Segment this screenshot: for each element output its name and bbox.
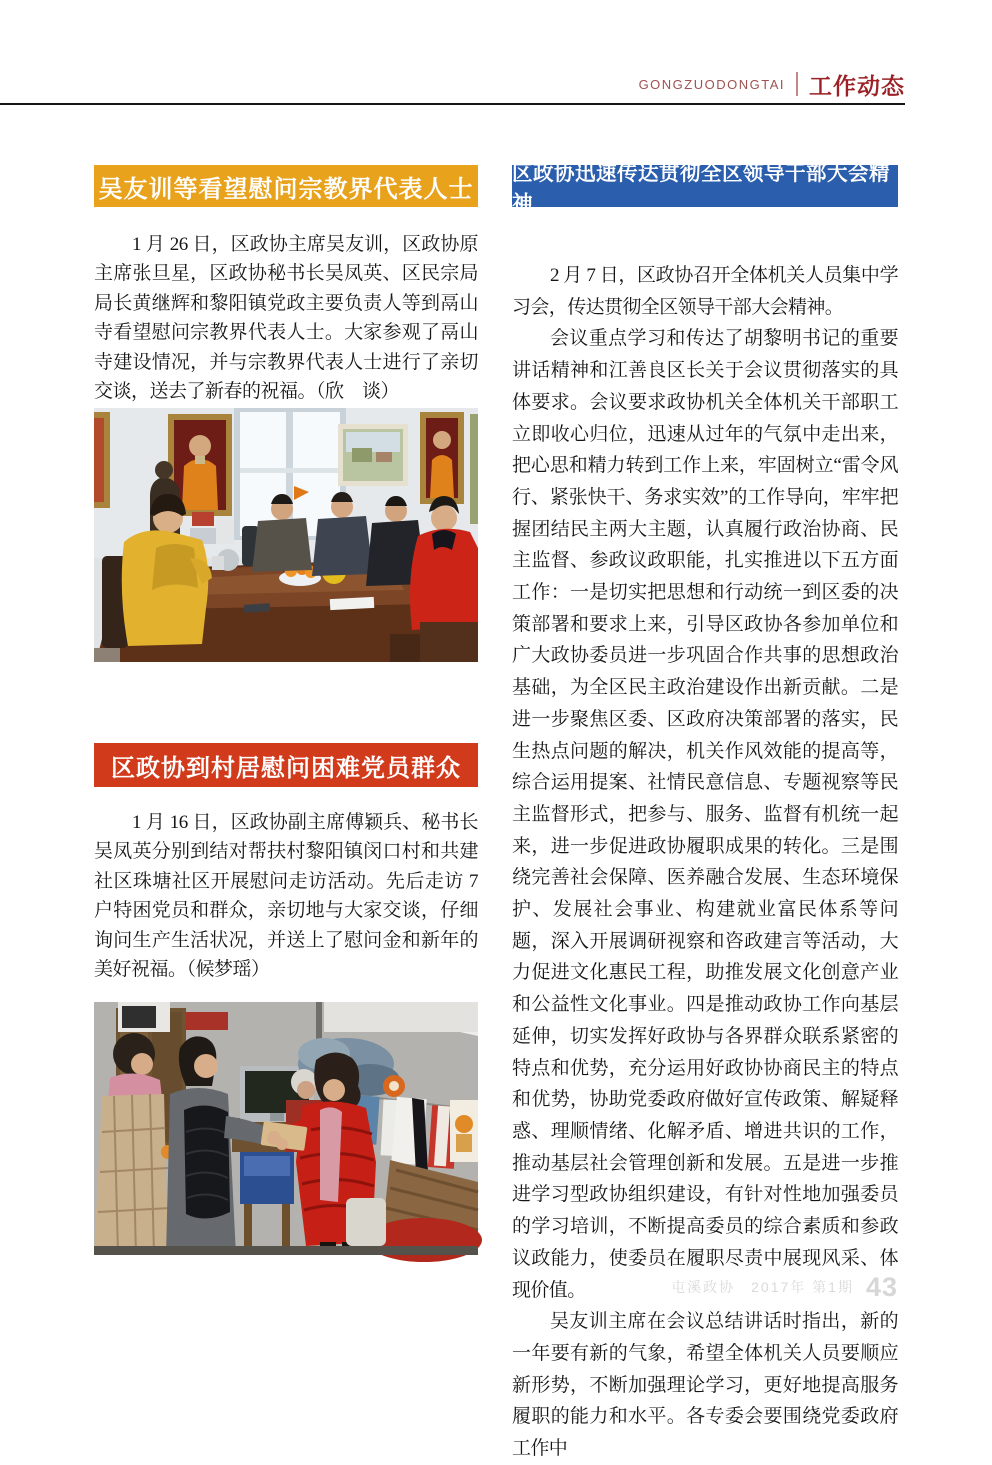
village-visit-illustration: [94, 1002, 478, 1255]
article-body-cadre-meeting: [512, 260, 898, 1460]
article-body-village-visit: 1 月 16 日，区政协副主席傅颖兵、秘书长吴凤英分别到结对帮扶村黎阳镇闵口村和共建社区珠塘社区开展慰问走访活动。先后走访 7 户特困党员和群众，亲切地与大家交谈，仔细询问生产生活状况，并送上了慰问金和新年的美好祝福。（候梦瑶）: [94, 812, 478, 981]
temple-visit-photo: [94, 408, 478, 662]
cadre-meeting-paragraph-1: 2 月 7 日，区政协召开全体机关人员集中学习会，传达贯彻全区领导干部大会精神。: [512, 265, 898, 318]
village-visit-photo: [94, 1002, 478, 1255]
page-number: 43: [865, 1271, 898, 1302]
cadre-meeting-paragraph-2: 会议重点学习和传达了胡黎明书记的重要讲话精神和江善良区长关于会议贯彻落实的具体要求。会议要求政协机关全体机关干部职工立即收心归位，迅速从过年的气氛中走出来，把心思和精力转到工作上来，牢固树立“雷令风行、紧张快干、务求实效”的工作导向，牢牢把握团结民主两大主题，认真履行政治协商、民主监督、参政议政职能，扎实推进以下五方面工作：一是切实把思想和行动统一到区委的决策部署和要求上来，引导区政协各参加单位和广大政协委员进一步巩固合作共事的思想政治基础，为全区民主政治建设作出新贡献。二是进一步聚焦区委、区政府决策部署的落实，民生热点问题的解决，机关作风效能的提高等，综合运用提案、社情民意信息、专题视察等民主监督形式，把参与、服务、监督有机统一起来，进一步促进政协履职成果的转化。三是围绕完善社会保障、医养融合发展、生态环境保护、发展社会事业、构建就业富民体系等问题，深入开展调研视察和咨政建言等活动，大力促进文化惠民工程，助推发展文化创意产业和公益性文化事业。四是推动政协工作向基层延伸，切实发挥好政协与各界群众联系紧密的特点和优势，充分运用好政协协商民主的特点和优势，协助党委政府做好宣传政策、解疑释惑、理顺情绪、化解矛盾、增进共识的工作，推动基层社会管理创新和发展。五是进一步推进学习型政协组织建设，有针对性地加强委员的学习培训，不断提高委员的综合素质和参政议政能力，使委员在履职尽责中展现风采、体现价值。: [512, 328, 898, 1301]
cadre-meeting-paragraph-3: 吴友训主席在会议总结讲话时指出，新的一年要有新的气象，希望全体机关人员要顺应新形势，不断加强理论学习，更好地提高服务履职的能力和水平。各专委会要围绕党委政府工作中: [512, 1311, 898, 1460]
page-footer: [671, 1270, 898, 1304]
article-title-cadre-meeting: 区政协迅速传达贯彻全区领导干部大会精神: [512, 165, 898, 207]
journal-issue-label: 屯溪政协 2017年 第1期: [671, 1279, 854, 1295]
article-title-temple-visit: 吴友训等看望慰问宗教界代表人士: [94, 165, 478, 207]
article-title-village-visit: 区政协到村居慰问困难党员群众: [94, 743, 478, 787]
header-divider: [796, 72, 798, 96]
section-header: [0, 66, 905, 102]
section-title: 工作动态: [809, 72, 905, 99]
temple-visit-illustration: [94, 408, 478, 662]
header-rule: [0, 103, 905, 105]
section-kicker-latin: GONGZUODONGTAI: [638, 76, 785, 92]
article-body-temple-visit: 1 月 26 日，区政协主席吴友训，区政协原主席张旦星，区政协秘书长吴凤英、区民宗局局长黄继辉和黎阳镇党政主要负责人等到鬲山寺看望慰问宗教界代表人士。大家参观了鬲山寺建设情况，并与宗教界代表人士进行了亲切交谈，送去了新春的祝福。（欣 谈）: [94, 234, 478, 403]
